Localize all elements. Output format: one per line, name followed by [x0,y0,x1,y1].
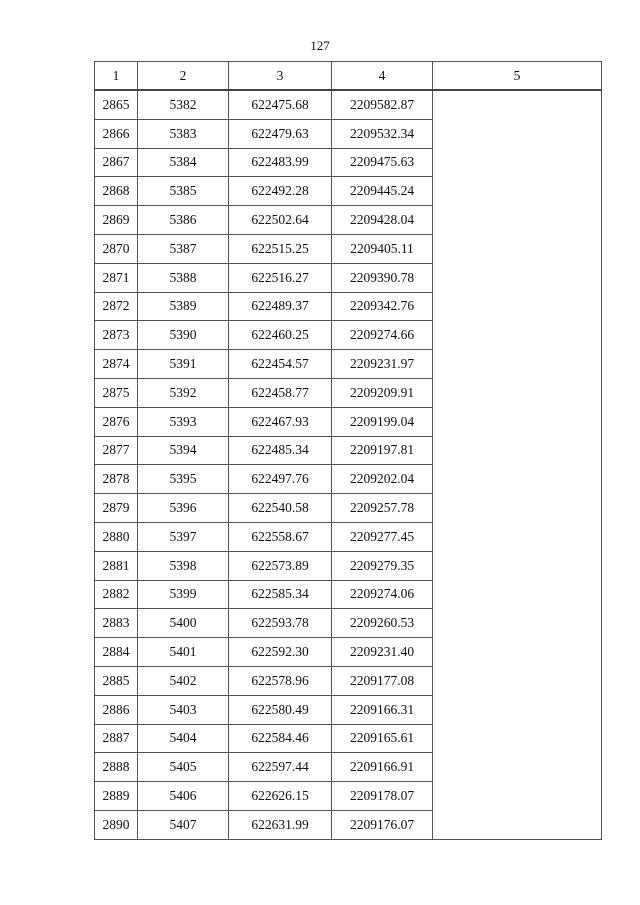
table-row [95,522,602,551]
table-cell-col-5 [433,350,602,379]
table-cell-col-3: 622592.30 [229,638,332,667]
table-row [95,666,602,695]
header-row [95,62,602,91]
table-cell-col-4: 2209197.81 [332,436,433,465]
header-col-4: 4 [332,62,433,91]
table-row [95,638,602,667]
table-cell-col-3: 622483.99 [229,148,332,177]
table-cell-col-2: 5404 [138,724,229,753]
table-cell-col-5 [433,465,602,494]
table-cell-col-1: 2877 [95,436,138,465]
table-cell-col-4: 2209209.91 [332,378,433,407]
table-cell-col-5 [433,263,602,292]
table-cell-col-4: 2209274.06 [332,580,433,609]
table-cell-col-2: 5386 [138,206,229,235]
table-cell-col-1: 2866 [95,119,138,148]
table-row [95,407,602,436]
table-cell-col-5 [433,638,602,667]
table-cell-col-1: 2875 [95,378,138,407]
table-cell-col-3: 622580.49 [229,695,332,724]
table-row [95,580,602,609]
table-cell-col-1: 2870 [95,234,138,263]
table-cell-col-3: 622593.78 [229,609,332,638]
table-row [95,436,602,465]
table-cell-col-2: 5402 [138,666,229,695]
page-number: 127 [310,38,330,53]
table-cell-col-2: 5396 [138,494,229,523]
table-cell-col-4: 2209165.61 [332,724,433,753]
table-cell-col-5 [433,580,602,609]
table-cell-col-1: 2872 [95,292,138,321]
table-cell-col-3: 622458.77 [229,378,332,407]
table-cell-col-1: 2880 [95,522,138,551]
table-cell-col-4: 2209342.76 [332,292,433,321]
table-cell-col-1: 2881 [95,551,138,580]
table-cell-col-1: 2876 [95,407,138,436]
table-cell-col-5 [433,321,602,350]
table-body [95,90,602,839]
table-cell-col-1: 2865 [95,90,138,119]
table-cell-col-4: 2209178.07 [332,782,433,811]
table-cell-col-2: 5405 [138,753,229,782]
table-cell-col-3: 622573.89 [229,551,332,580]
table-cell-col-4: 2209231.40 [332,638,433,667]
table-cell-col-2: 5395 [138,465,229,494]
table-cell-col-4: 2209582.87 [332,90,433,119]
table-cell-col-1: 2888 [95,753,138,782]
table-cell-col-3: 622631.99 [229,810,332,839]
table-cell-col-3: 622558.67 [229,522,332,551]
table-cell-col-3: 622475.68 [229,90,332,119]
table-cell-col-4: 2209231.97 [332,350,433,379]
table-cell-col-3: 622467.93 [229,407,332,436]
table-cell-col-2: 5389 [138,292,229,321]
table-cell-col-1: 2886 [95,695,138,724]
table-cell-col-4: 2209176.07 [332,810,433,839]
table-cell-col-1: 2884 [95,638,138,667]
table-row [95,177,602,206]
table-cell-col-2: 5382 [138,90,229,119]
table-cell-col-3: 622597.44 [229,753,332,782]
table-cell-col-3: 622626.15 [229,782,332,811]
table-cell-col-2: 5388 [138,263,229,292]
table-row [95,321,602,350]
table-cell-col-1: 2885 [95,666,138,695]
table-cell-col-1: 2873 [95,321,138,350]
table-row [95,263,602,292]
table-cell-col-5 [433,695,602,724]
table-cell-col-1: 2882 [95,580,138,609]
table-cell-col-4: 2209199.04 [332,407,433,436]
table-cell-col-2: 5407 [138,810,229,839]
table-cell-col-4: 2209260.53 [332,609,433,638]
table-cell-col-1: 2887 [95,724,138,753]
table-cell-col-4: 2209257.78 [332,494,433,523]
table-row [95,782,602,811]
table-row [95,753,602,782]
table-cell-col-4: 2209390.78 [332,263,433,292]
table-row [95,234,602,263]
table-cell-col-4: 2209475.63 [332,148,433,177]
table-cell-col-4: 2209445.24 [332,177,433,206]
table-cell-col-1: 2883 [95,609,138,638]
table-row [95,609,602,638]
table-cell-col-5 [433,148,602,177]
table-cell-col-2: 5390 [138,321,229,350]
table-cell-col-1: 2878 [95,465,138,494]
table-row [95,90,602,119]
table-cell-col-5 [433,810,602,839]
table-cell-col-5 [433,177,602,206]
table-cell-col-2: 5393 [138,407,229,436]
table-cell-col-5 [433,378,602,407]
table-row [95,378,602,407]
table-cell-col-3: 622489.37 [229,292,332,321]
table-cell-col-5 [433,119,602,148]
table-cell-col-4: 2209274.66 [332,321,433,350]
table-cell-col-5 [433,609,602,638]
table-cell-col-3: 622502.64 [229,206,332,235]
table-cell-col-4: 2209202.04 [332,465,433,494]
table-cell-col-3: 622516.27 [229,263,332,292]
table-cell-col-2: 5397 [138,522,229,551]
table-cell-col-4: 2209166.91 [332,753,433,782]
table-cell-col-3: 622479.63 [229,119,332,148]
table-row [95,810,602,839]
table-cell-col-3: 622578.96 [229,666,332,695]
table-cell-col-5 [433,234,602,263]
table-cell-col-5 [433,666,602,695]
table-cell-col-3: 622540.58 [229,494,332,523]
table-cell-col-2: 5384 [138,148,229,177]
table-cell-col-1: 2868 [95,177,138,206]
table-cell-col-1: 2879 [95,494,138,523]
table-row [95,148,602,177]
table-cell-col-2: 5400 [138,609,229,638]
table-cell-col-3: 622515.25 [229,234,332,263]
table-cell-col-3: 622585.34 [229,580,332,609]
table-row [95,206,602,235]
table-header [95,62,602,91]
table-cell-col-2: 5401 [138,638,229,667]
coordinates-table [94,61,602,840]
table-row [95,494,602,523]
table-cell-col-4: 2209532.34 [332,119,433,148]
table-cell-col-2: 5403 [138,695,229,724]
table-cell-col-2: 5391 [138,350,229,379]
table-row [95,551,602,580]
table-cell-col-4: 2209405.11 [332,234,433,263]
table-cell-col-4: 2209177.08 [332,666,433,695]
table-cell-col-1: 2871 [95,263,138,292]
table-cell-col-2: 5383 [138,119,229,148]
table-row [95,292,602,321]
table-cell-col-5 [433,206,602,235]
table-cell-col-5 [433,436,602,465]
table-cell-col-4: 2209166.31 [332,695,433,724]
table-cell-col-3: 622497.76 [229,465,332,494]
table-row [95,465,602,494]
table-cell-col-4: 2209428.04 [332,206,433,235]
table-cell-col-2: 5406 [138,782,229,811]
table-cell-col-3: 622492.28 [229,177,332,206]
table-cell-col-5 [433,494,602,523]
table-cell-col-1: 2869 [95,206,138,235]
table-cell-col-3: 622485.34 [229,436,332,465]
table-cell-col-5 [433,90,602,119]
table-cell-col-2: 5392 [138,378,229,407]
header-col-1: 1 [95,62,138,91]
table-cell-col-4: 2209277.45 [332,522,433,551]
table-cell-col-5 [433,522,602,551]
table-row [95,119,602,148]
table-cell-col-1: 2889 [95,782,138,811]
table-cell-col-5 [433,292,602,321]
table-cell-col-4: 2209279.35 [332,551,433,580]
table-cell-col-5 [433,753,602,782]
table-row [95,350,602,379]
table-cell-col-5 [433,724,602,753]
header-col-2: 2 [138,62,229,91]
header-col-3: 3 [229,62,332,91]
table-cell-col-2: 5399 [138,580,229,609]
table-cell-col-5 [433,782,602,811]
table-cell-col-2: 5385 [138,177,229,206]
table-cell-col-2: 5398 [138,551,229,580]
table-cell-col-2: 5387 [138,234,229,263]
header-col-5: 5 [433,62,602,91]
table-cell-col-5 [433,551,602,580]
table-row [95,724,602,753]
table-cell-col-1: 2867 [95,148,138,177]
table-cell-col-1: 2874 [95,350,138,379]
table-row [95,695,602,724]
table-cell-col-2: 5394 [138,436,229,465]
table-cell-col-3: 622460.25 [229,321,332,350]
table-cell-col-5 [433,407,602,436]
table-cell-col-3: 622584.46 [229,724,332,753]
table-cell-col-1: 2890 [95,810,138,839]
table-cell-col-3: 622454.57 [229,350,332,379]
